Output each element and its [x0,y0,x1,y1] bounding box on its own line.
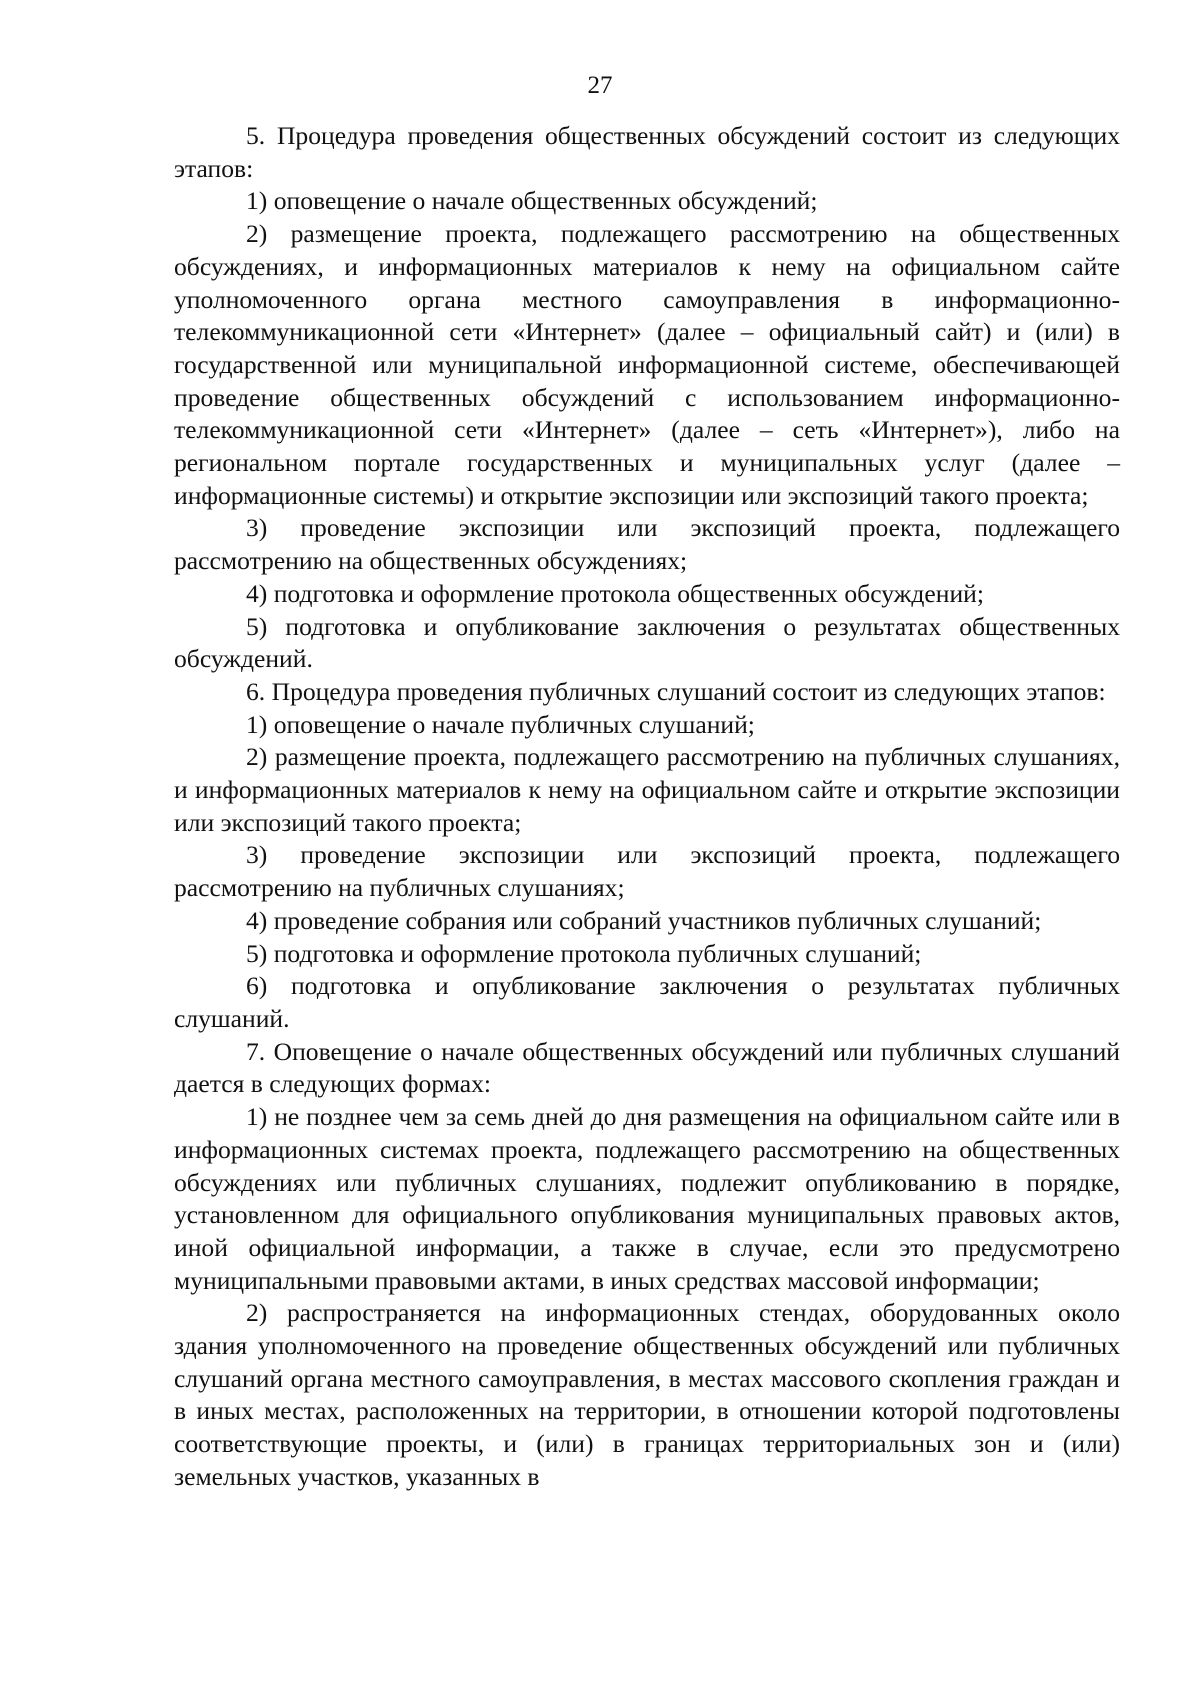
paragraph: 2) размещение проекта, подлежащего рассмотрению на общественных обсуждениях, и информационных материалов к нему на официальном сайте уполномоченного органа местного самоуправления в информационно-телекоммуникационной сети «Интернет» (далее – официальный сайт) и (или) в государственной или муниципальной информационной системе, обеспечивающей проведение общественных обсуждений с использованием информационно-телекоммуникационной сети «Интернет» (далее – сеть «Интернет»), либо на региональном портале государственных и муниципальных услуг (далее – информационные системы) и открытие экспозиции или экспозиций такого проекта; [174,219,1120,510]
paragraph: 5. Процедура проведения общественных обсуждений состоит из следующих этапов: [174,121,1120,183]
paragraph: 1) оповещение о начале публичных слушаний; [246,709,755,739]
document-body [174,120,1120,1494]
paragraph: 4) подготовка и оформление протокола общественных обсуждений; [246,578,984,608]
paragraph: 3) проведение экспозиции или экспозиций проекта, подлежащего рассмотрению на публичных слушаниях; [174,840,1120,903]
paragraph: 1) оповещение о начале общественных обсуждений; [246,186,818,216]
paragraph: 5) подготовка и опубликование заключения о результатах общественных обсуждений. [174,611,1120,674]
paragraph: 7. Оповещение о начале общественных обсуждений или публичных слушаний дается в следующих формах: [174,1036,1120,1099]
paragraph: 4) проведение собрания или собраний участников публичных слушаний; [246,905,1042,935]
paragraph: 6. Процедура проведения публичных слушаний состоит из следующих этапов: [246,676,1106,706]
paragraph: 2) размещение проекта, подлежащего рассмотрению на публичных слушаниях, и информационных материалов к нему на официальном сайте и открытие экспозиции или экспозиций такого проекта; [174,742,1120,837]
page-number: 27 [587,72,613,99]
paragraph: 1) не позднее чем за семь дней до дня размещения на официальном сайте или в информационных системах проекта, подлежащего рассмотрению на общественных обсуждениях или публичных слушаниях, подлежит опубликованию в порядке, установленном для официального опубликования муниципальных правовых актов, иной официальной информации, а также в случае, если это предусмотрено муниципальными правовыми актами, в иных средствах массовой информации; [174,1102,1120,1295]
paragraph: 5) подготовка и оформление протокола публичных слушаний; [246,938,922,968]
paragraph: 2) распространяется на информационных стендах, оборудованных около здания уполномоченного на проведение общественных обсуждений или публичных слушаний органа местного самоуправления, в местах массового скопления граждан и в иных местах, расположенных на территории, в отношении которой подготовлены соответствующие проекты, и (или) в границах территориальных зон и (или) земельных участков, указанных в [174,1298,1120,1491]
paragraph: 6) подготовка и опубликование заключения о результатах публичных слушаний. [174,971,1120,1033]
paragraph: 3) проведение экспозиции или экспозиций проекта, подлежащего рассмотрению на общественных обсуждениях; [174,513,1120,576]
